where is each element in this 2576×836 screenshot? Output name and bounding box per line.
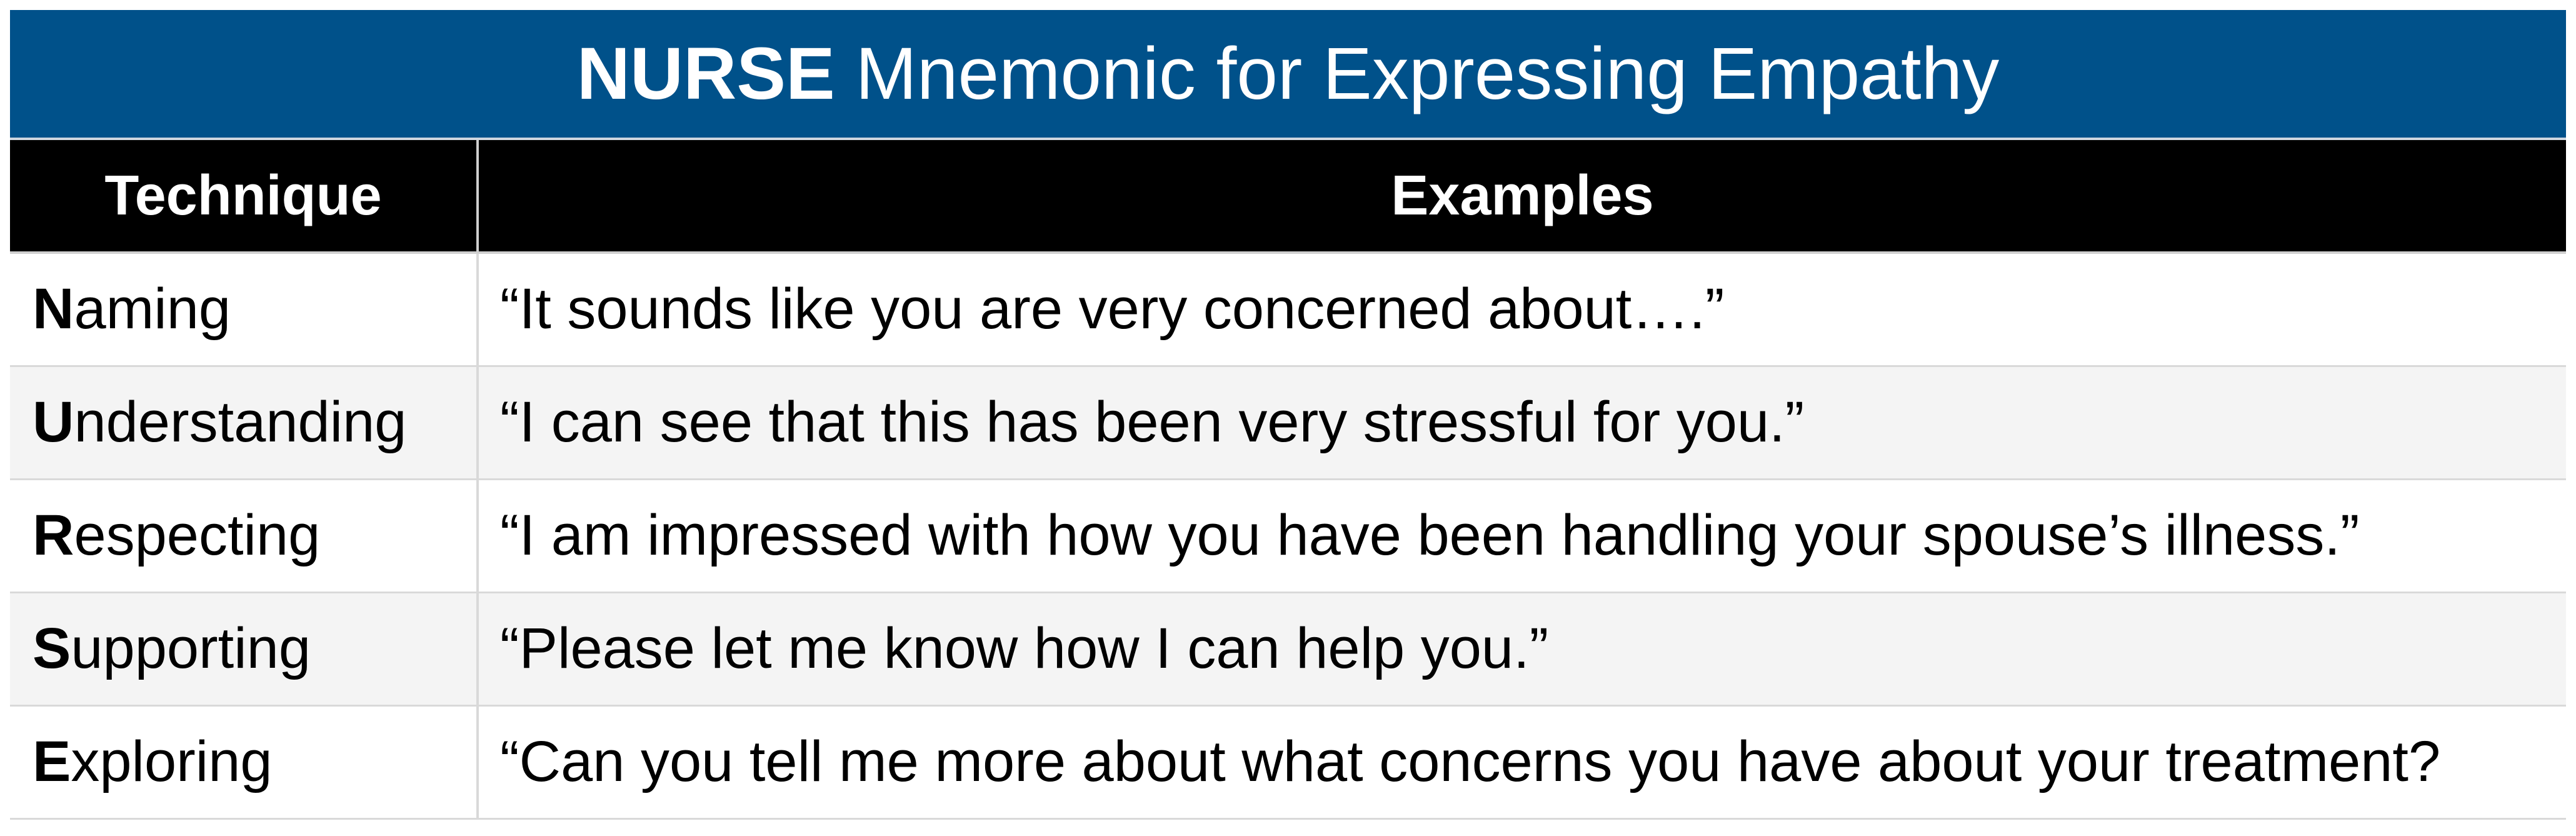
technique-rest: nderstanding — [74, 390, 407, 454]
technique-rest: aming — [74, 277, 231, 341]
header-technique: Technique — [10, 140, 478, 253]
table-row — [10, 253, 2566, 366]
title-text: Mnemonic for Expressing Empathy — [834, 33, 2000, 115]
example-cell: “It sounds like you are very concerned about….” — [478, 253, 2566, 366]
header-examples: Examples — [478, 140, 2566, 253]
technique-initial: R — [33, 503, 74, 567]
technique-cell — [10, 705, 478, 818]
technique-rest: upporting — [71, 617, 311, 680]
nurse-table-frame — [10, 10, 2566, 836]
example-cell: “Please let me know how I can help you.” — [478, 592, 2566, 705]
title-acronym: NURSE — [576, 33, 835, 115]
technique-initial: E — [33, 730, 71, 793]
table-row — [10, 366, 2566, 479]
example-cell: “I can see that this has been very stressful for you.” — [478, 366, 2566, 479]
technique-cell — [10, 479, 478, 592]
technique-rest: especting — [74, 503, 321, 567]
nurse-table — [10, 140, 2566, 820]
technique-cell — [10, 366, 478, 479]
technique-initial: U — [33, 390, 74, 454]
table-row — [10, 705, 2566, 818]
technique-cell — [10, 592, 478, 705]
table-title — [10, 10, 2566, 140]
table-row — [10, 479, 2566, 592]
technique-cell — [10, 253, 478, 366]
example-cell: “I am impressed with how you have been handling your spouse’s illness.” — [478, 479, 2566, 592]
header-row — [10, 140, 2566, 253]
technique-initial: S — [33, 617, 71, 680]
technique-rest: xploring — [71, 730, 273, 793]
table-row — [10, 592, 2566, 705]
example-cell: “Can you tell me more about what concerns you have about your treatment? — [478, 705, 2566, 818]
technique-initial: N — [33, 277, 74, 341]
